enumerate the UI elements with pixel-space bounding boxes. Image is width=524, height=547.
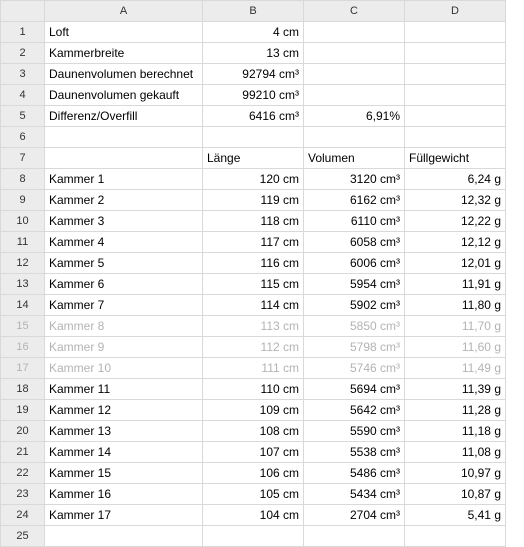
cell-c[interactable]: 6,91% [304, 106, 405, 127]
cell-b[interactable]: 104 cm [203, 505, 304, 526]
cell-c[interactable]: 5746 cm³ [304, 358, 405, 379]
cell-d[interactable]: 12,22 g [405, 211, 506, 232]
cell-b[interactable]: 108 cm [203, 421, 304, 442]
cell-b[interactable]: 4 cm [203, 22, 304, 43]
cell-d[interactable]: 11,91 g [405, 274, 506, 295]
cell-a[interactable]: Kammer 14 [45, 442, 203, 463]
sheet-row [1, 337, 506, 358]
cell-b[interactable]: 111 cm [203, 358, 304, 379]
cell-b[interactable]: 106 cm [203, 463, 304, 484]
sheet-row [1, 274, 506, 295]
cell-a[interactable] [45, 148, 203, 169]
sheet-row [1, 106, 506, 127]
row-header[interactable]: 12 [1, 253, 45, 274]
cell-b[interactable] [203, 127, 304, 148]
cell-d[interactable]: 12,12 g [405, 232, 506, 253]
cell-b[interactable]: 114 cm [203, 295, 304, 316]
cell-a[interactable]: Kammer 10 [45, 358, 203, 379]
row-header[interactable]: 25 [1, 526, 45, 547]
cell-c[interactable] [304, 64, 405, 85]
cell-d[interactable] [405, 526, 506, 547]
cell-d[interactable]: 6,24 g [405, 169, 506, 190]
row-header[interactable]: 16 [1, 337, 45, 358]
cell-a[interactable]: Kammerbreite [45, 43, 203, 64]
sheet-row [1, 22, 506, 43]
cell-c[interactable]: 5538 cm³ [304, 442, 405, 463]
cell-d[interactable]: Füllgewicht [405, 148, 506, 169]
row-header[interactable]: 5 [1, 106, 45, 127]
cell-b[interactable]: 112 cm [203, 337, 304, 358]
cell-c[interactable]: 5590 cm³ [304, 421, 405, 442]
cell-b[interactable]: 105 cm [203, 484, 304, 505]
cell-d[interactable]: 11,80 g [405, 295, 506, 316]
cell-c[interactable]: 5486 cm³ [304, 463, 405, 484]
cell-c[interactable] [304, 127, 405, 148]
cell-d[interactable] [405, 22, 506, 43]
cell-a[interactable]: Kammer 9 [45, 337, 203, 358]
sheet-row [1, 85, 506, 106]
cell-a[interactable]: Kammer 17 [45, 505, 203, 526]
cell-a[interactable]: Kammer 11 [45, 379, 203, 400]
sheet-row [1, 190, 506, 211]
cell-a[interactable]: Daunenvolumen berechnet [45, 64, 203, 85]
cell-c[interactable]: 5902 cm³ [304, 295, 405, 316]
sheet-row [1, 379, 506, 400]
sheet-row [1, 484, 506, 505]
cell-b[interactable]: 6416 cm³ [203, 106, 304, 127]
sheet-row [1, 253, 506, 274]
select-all-corner[interactable] [1, 1, 45, 22]
row-header[interactable]: 6 [1, 127, 45, 148]
row-header[interactable]: 24 [1, 505, 45, 526]
cell-d[interactable] [405, 106, 506, 127]
cell-a[interactable]: Daunenvolumen gekauft [45, 85, 203, 106]
cell-d[interactable]: 11,49 g [405, 358, 506, 379]
column-header-d[interactable]: D [405, 1, 506, 22]
cell-d[interactable]: 10,87 g [405, 484, 506, 505]
sheet-row [1, 442, 506, 463]
cell-b[interactable]: 99210 cm³ [203, 85, 304, 106]
cell-d[interactable]: 12,32 g [405, 190, 506, 211]
cell-b[interactable]: 115 cm [203, 274, 304, 295]
cell-a[interactable]: Kammer 6 [45, 274, 203, 295]
cell-c[interactable]: 3120 cm³ [304, 169, 405, 190]
cell-c[interactable] [304, 85, 405, 106]
cell-d[interactable] [405, 64, 506, 85]
row-header[interactable]: 21 [1, 442, 45, 463]
cell-c[interactable]: 5798 cm³ [304, 337, 405, 358]
cell-c[interactable]: 5434 cm³ [304, 484, 405, 505]
cell-c[interactable]: Volumen [304, 148, 405, 169]
sheet-row [1, 295, 506, 316]
column-header-c[interactable]: C [304, 1, 405, 22]
cell-d[interactable] [405, 43, 506, 64]
cell-d[interactable] [405, 127, 506, 148]
cell-a[interactable]: Differenz/Overfill [45, 106, 203, 127]
sheet-body [1, 22, 506, 547]
cell-b[interactable]: 120 cm [203, 169, 304, 190]
cell-d[interactable]: 11,60 g [405, 337, 506, 358]
cell-a[interactable]: Kammer 7 [45, 295, 203, 316]
cell-b[interactable]: 110 cm [203, 379, 304, 400]
column-header-row [1, 1, 506, 22]
cell-a[interactable]: Kammer 2 [45, 190, 203, 211]
cell-b[interactable]: 116 cm [203, 253, 304, 274]
cell-c[interactable]: 6006 cm³ [304, 253, 405, 274]
column-header-a[interactable]: A [45, 1, 203, 22]
cell-c[interactable]: 5694 cm³ [304, 379, 405, 400]
row-header[interactable]: 3 [1, 64, 45, 85]
sheet-row [1, 505, 506, 526]
cell-c[interactable]: 6058 cm³ [304, 232, 405, 253]
sheet-row [1, 526, 506, 547]
row-header[interactable]: 4 [1, 85, 45, 106]
cell-c[interactable] [304, 43, 405, 64]
row-header[interactable]: 11 [1, 232, 45, 253]
sheet-row [1, 463, 506, 484]
cell-a[interactable]: Kammer 4 [45, 232, 203, 253]
cell-a[interactable]: Loft [45, 22, 203, 43]
cell-a[interactable]: Kammer 15 [45, 463, 203, 484]
sheet-row [1, 127, 506, 148]
sheet-row [1, 400, 506, 421]
row-header[interactable]: 19 [1, 400, 45, 421]
sheet-row [1, 169, 506, 190]
sheet-row [1, 43, 506, 64]
cell-a[interactable]: Kammer 13 [45, 421, 203, 442]
row-header[interactable]: 18 [1, 379, 45, 400]
sheet-row [1, 421, 506, 442]
cell-a[interactable] [45, 526, 203, 547]
row-header[interactable]: 13 [1, 274, 45, 295]
cell-b[interactable]: 13 cm [203, 43, 304, 64]
cell-a[interactable]: Kammer 1 [45, 169, 203, 190]
cell-c[interactable] [304, 526, 405, 547]
cell-c[interactable]: 2704 cm³ [304, 505, 405, 526]
cell-b[interactable] [203, 526, 304, 547]
row-header[interactable]: 17 [1, 358, 45, 379]
cell-a[interactable] [45, 127, 203, 148]
cell-d[interactable]: 11,70 g [405, 316, 506, 337]
cell-d[interactable]: 5,41 g [405, 505, 506, 526]
cell-c[interactable] [304, 22, 405, 43]
cell-d[interactable] [405, 85, 506, 106]
cell-b[interactable]: 107 cm [203, 442, 304, 463]
cell-c[interactable]: 5850 cm³ [304, 316, 405, 337]
sheet-row [1, 148, 506, 169]
cell-d[interactable]: 12,01 g [405, 253, 506, 274]
cell-b[interactable]: 113 cm [203, 316, 304, 337]
row-header[interactable]: 8 [1, 169, 45, 190]
sheet-row [1, 316, 506, 337]
cell-c[interactable]: 5642 cm³ [304, 400, 405, 421]
cell-a[interactable]: Kammer 5 [45, 253, 203, 274]
cell-b[interactable]: 92794 cm³ [203, 64, 304, 85]
cell-a[interactable]: Kammer 8 [45, 316, 203, 337]
cell-b[interactable]: 117 cm [203, 232, 304, 253]
row-header[interactable]: 20 [1, 421, 45, 442]
sheet-row [1, 358, 506, 379]
row-header[interactable]: 1 [1, 22, 45, 43]
row-header[interactable]: 2 [1, 43, 45, 64]
column-header-b[interactable]: B [203, 1, 304, 22]
cell-c[interactable]: 6110 cm³ [304, 211, 405, 232]
cell-d[interactable]: 10,97 g [405, 463, 506, 484]
row-header[interactable]: 23 [1, 484, 45, 505]
row-header[interactable]: 15 [1, 316, 45, 337]
row-header[interactable]: 7 [1, 148, 45, 169]
row-header[interactable]: 10 [1, 211, 45, 232]
sheet-row [1, 211, 506, 232]
cell-a[interactable]: Kammer 16 [45, 484, 203, 505]
sheet-row [1, 232, 506, 253]
row-header[interactable]: 22 [1, 463, 45, 484]
row-header[interactable]: 9 [1, 190, 45, 211]
cell-d[interactable]: 11,39 g [405, 379, 506, 400]
cell-a[interactable]: Kammer 12 [45, 400, 203, 421]
cell-c[interactable]: 5954 cm³ [304, 274, 405, 295]
cell-b[interactable]: Länge [203, 148, 304, 169]
cell-d[interactable]: 11,08 g [405, 442, 506, 463]
cell-b[interactable]: 118 cm [203, 211, 304, 232]
cell-d[interactable]: 11,18 g [405, 421, 506, 442]
row-header[interactable]: 14 [1, 295, 45, 316]
cell-c[interactable]: 6162 cm³ [304, 190, 405, 211]
cell-b[interactable]: 109 cm [203, 400, 304, 421]
cell-a[interactable]: Kammer 3 [45, 211, 203, 232]
cell-d[interactable]: 11,28 g [405, 400, 506, 421]
sheet-row [1, 64, 506, 85]
cell-b[interactable]: 119 cm [203, 190, 304, 211]
